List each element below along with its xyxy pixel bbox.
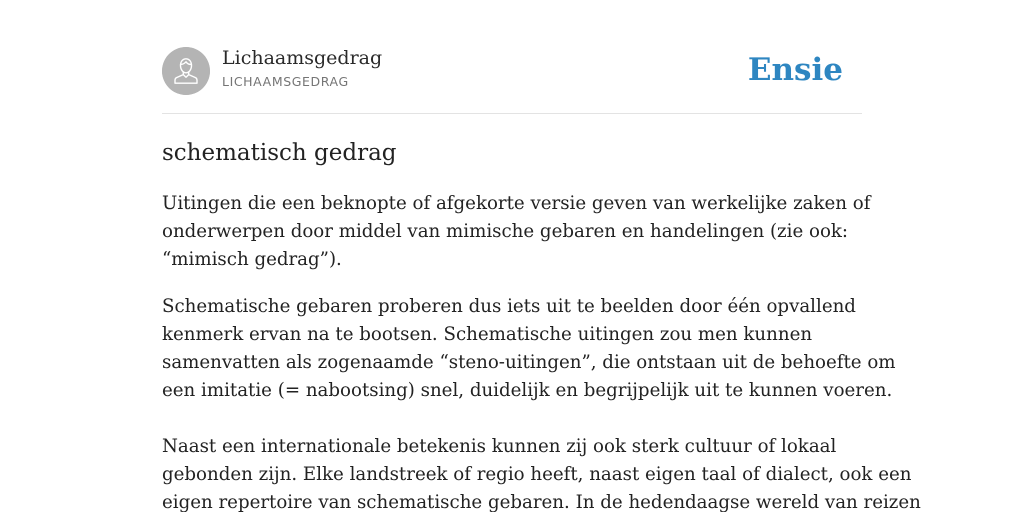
author-name[interactable]: Lichaamsgedrag [222, 47, 383, 69]
article-body [162, 190, 921, 512]
ensie-logo[interactable]: Ensie [747, 52, 843, 88]
paragraph-3 [162, 433, 921, 512]
author-avatar[interactable] [162, 47, 210, 95]
article-header [162, 46, 862, 114]
author-category[interactable]: LICHAAMSGEDRAG [222, 74, 349, 89]
paragraph-2-line-2: kenmerk ervan na te bootsen. Schematische uitingen zou men kunnen [162, 324, 813, 345]
paragraph-3-line-2: gebonden zijn. Elke landstreek of regio heeft, naast eigen taal of dialect, ook een [162, 464, 912, 485]
paragraph-2-line-4: een imitatie (= nabootsing) snel, duidelijk en begrijpelijk uit te kunnen voeren. [162, 380, 893, 401]
paragraph-2-line-1: Schematische gebaren proberen dus iets uit te beelden door één opvallend [162, 296, 856, 317]
paragraph-3-line-3: eigen repertoire van schematische gebaren. In de hedendaagse wereld van reizen [162, 492, 921, 512]
user-silhouette-icon [162, 47, 210, 95]
paragraph-1 [162, 190, 871, 274]
paragraph-1-line-2: onderwerpen door middel van mimische gebaren en handelingen (zie ook: [162, 221, 849, 242]
paragraph-1-line-1: Uitingen die een beknopte of afgekorte versie geven van werkelijke zaken of [162, 193, 871, 214]
paragraph-2-line-3: samenvatten als zogenaamde “steno-uitingen”, die ontstaan uit de behoefte om [162, 352, 896, 373]
paragraph-2 [162, 293, 896, 405]
article-title: schematisch gedrag [162, 140, 397, 166]
paragraph-3-line-1: Naast een internationale betekenis kunnen zij ook sterk cultuur of lokaal [162, 436, 837, 457]
paragraph-1-line-3: “mimisch gedrag”). [162, 249, 342, 270]
